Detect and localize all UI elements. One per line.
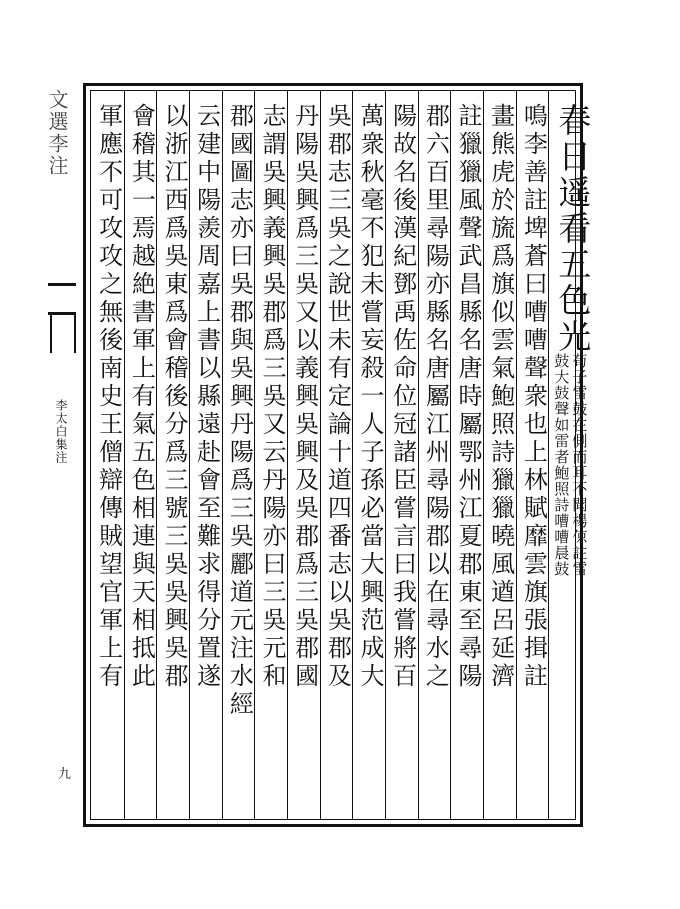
commentary-column: 陽故名後漢紀鄧禹佐命位冠諸臣嘗言曰我嘗將百	[388, 103, 417, 691]
text-block	[90, 90, 593, 820]
commentary-column: 吳郡志三吳之說世未有定論十道四番志以吳郡及	[323, 103, 352, 691]
commentary-column: 萬衆秋毫不犯未嘗妄殺一人子孫必當大興范成大	[355, 103, 384, 691]
commentary-column: 會稽其一焉越絶書軍上有氣五色相連與天相抵此	[127, 103, 156, 691]
fishtail-mark	[48, 283, 76, 315]
margin-divider	[50, 313, 76, 353]
commentary-column: 郡六百里尋陽亦縣名唐屬江州尋陽郡以在尋水之	[421, 103, 450, 691]
page-margin	[0, 83, 83, 827]
margin-book-title: 文選李注	[45, 89, 69, 177]
text-frame	[83, 83, 593, 827]
commentary-column: 註獵獵風聲武昌縣名唐時屬鄂州江夏郡東至尋陽	[453, 103, 482, 691]
commentary-column: 以浙江西爲吳東爲會稽後分爲三號三吳吳興吳郡	[159, 103, 188, 691]
commentary-column: 鳴李善註埤蒼曰嘈嘈聲衆也上林賦靡雲旗張揖註	[519, 103, 548, 691]
page-number: 九	[58, 767, 72, 782]
commentary-column: 志謂吳興義興吳郡爲三吳又云丹陽亦曰三吳元和	[257, 103, 286, 691]
commentary-column: 丹陽吳興爲三吳又以義興吳興及吳郡爲三吳郡國	[290, 103, 319, 691]
commentary-column: 郡國圖志亦曰吳郡與吳興丹陽爲三吳酈道元注水經	[225, 103, 254, 719]
commentary-column: 軍應不可攻攻之無後南史王僧辯傳賊望官軍上有	[94, 103, 123, 691]
interlinear-note: 鼓大鼓聲如雷者鮑照詩嘈嘈晨鼓	[552, 353, 571, 577]
commentary-column: 云建中陽羨周嘉上書以縣遠赴會至難求得分置遂	[192, 103, 221, 691]
commentary-column: 畫熊虎於旒爲旗似雲氣鮑照詩獵獵曉風遒呂延濟	[486, 103, 515, 691]
interlinear-note: 荀子雷鼓在側而耳不聞楊倞註雷	[570, 353, 589, 577]
poem-line: 春日遥看五色光	[553, 103, 593, 355]
margin-short-title: 李太白集注	[54, 399, 68, 464]
